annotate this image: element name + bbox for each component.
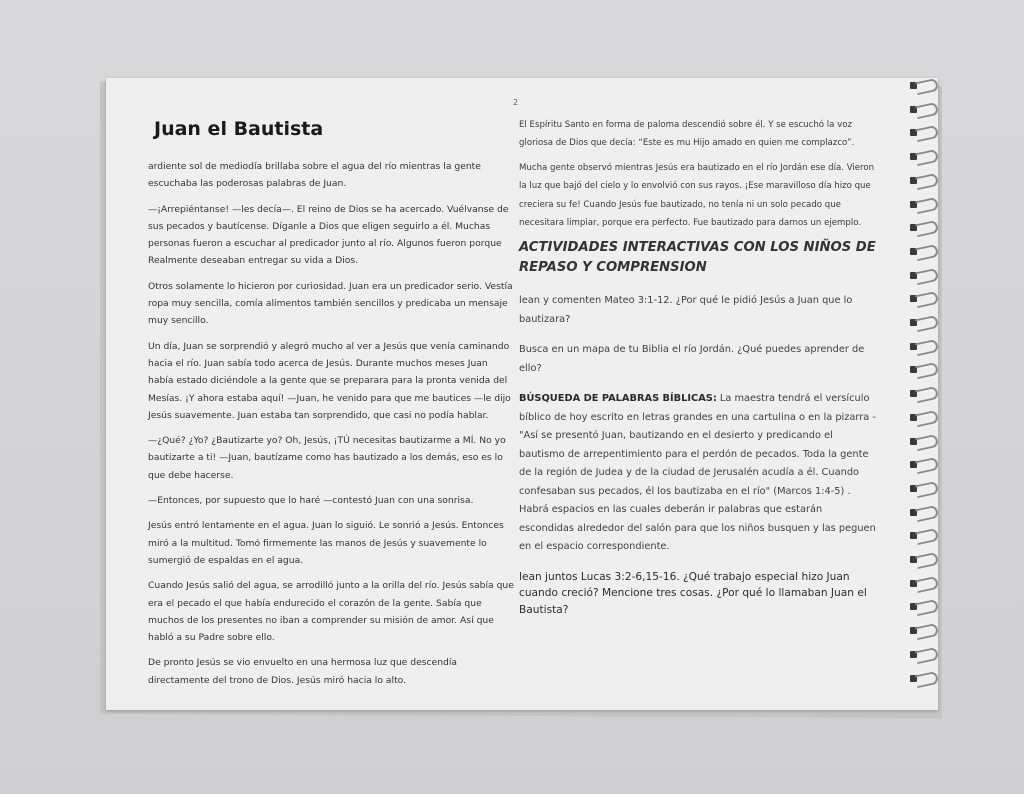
spiral-ring (910, 199, 936, 209)
spiral-ring (910, 554, 936, 564)
story-paragraph: —Entonces, por supuesto que lo haré —contestó Juan con una sonrisa. (148, 495, 474, 507)
spiral-ring (910, 364, 936, 374)
right-column (519, 116, 879, 618)
activity-item: lean y comenten Mateo 3:1-12. ¿Por qué le pidió Jesús a Juan que lo bautizara? (519, 295, 853, 325)
story-paragraph: Otros solamente lo hicieron por curiosidad. Juan era un predicador serio. Vestía ropa muy sencilla, comía alimentos también sencillos y predicaba un mensaje muy sencillo. (148, 280, 513, 327)
spiral-ring (910, 80, 936, 90)
spiral-ring (910, 625, 936, 635)
left-column (148, 118, 514, 697)
word-search-activity (519, 390, 879, 557)
story-paragraph: De pronto Jesús se vio envuelto en una hermosa luz que descendía directamente del trono de Dios. Jesús miró hacia lo alto. (148, 657, 458, 686)
word-search-label: BÚSQUEDA DE PALABRAS BÍBLICAS: (519, 393, 717, 405)
spiral-ring (910, 601, 936, 611)
spiral-ring (910, 341, 936, 351)
spiral-ring (910, 127, 936, 137)
story-paragraph: El Espíritu Santo en forma de paloma descendió sobre él. Y se escuchó la voz gloriosa de Dios que decía: “Este es mu Hijo amado en quien me complazco”. (519, 120, 855, 149)
spiral-ring (910, 436, 936, 446)
activities-heading: ACTIVIDADES INTERACTIVAS CON LOS NIÑOS DE REPASO Y COMPRENSION (519, 240, 876, 276)
spiral-ring (910, 104, 936, 114)
story-paragraph: —¿Qué? ¿Yo? ¿Bautizarte yo? Oh, Jesús, ¡TÚ necesitas bautizarme a MÍ. No yo bautizarte a ti! —Juan, bautízame como has bautizado a los demás, eso es lo que debe hacerse. (148, 435, 506, 481)
spiral-ring (910, 649, 936, 659)
spiral-ring (910, 293, 936, 303)
page-number: 2 (513, 98, 519, 107)
spiral-ring (910, 388, 936, 398)
story-paragraph: Cuando Jesús salió del agua, se arrodilló junto a la orilla del río. Jesús sabía que era el pecado el que había endurecido el corazón de la gente. Sabía que muchos de los presentes no iban a comprender su misión de amor. Así que habló a su Padre sobre ello. (148, 580, 514, 644)
spiral-ring (910, 412, 936, 422)
booklet-page (106, 78, 938, 710)
spiral-ring (910, 222, 936, 232)
spiral-ring (910, 530, 936, 540)
word-search-text: La maestra tendrá el versículo bíblico de hoy escrito en letras grandes en una cartulina o en la pizarra - "Así se presentó Juan, bautizando en el desierto y predicando el bautismo de arrepentimiento para el perdón de pecados. Toda la gente de la región de Judea y de la ciudad de Jerusalén acudía a él. Cuando confesaban sus pecados, él los bautizaba en el río" (Marcos 1:4-5) . Habrá espacios en las cuales deberán ir palabras que estarán escondidas alrededor del salón para que los niños busquen y las peguen en el espacio correspondiente. (519, 393, 876, 553)
spiral-ring (910, 317, 936, 327)
story-paragraph: ardiente sol de mediodía brillaba sobre el agua del río mientras la gente escuchaba las poderosas palabras de Juan. (148, 161, 481, 190)
spiral-ring (910, 578, 936, 588)
spiral-ring (910, 246, 936, 256)
story-paragraph: —¡Arrepiéntanse! —les decía—. El reino de Dios se ha acercado. Vuélvanse de sus pecados y bautícense. Díganle a Dios que eligen seguirlo a él. Muchas personas fueron a escuchar al predicador junto al río. Algunos fueron porque Realmente deseaban entregar su vida a Dios. (148, 203, 509, 267)
activity-item: Busca en un mapa de tu Biblia el río Jordán. ¿Qué puedes aprender de ello? (519, 344, 865, 374)
story-paragraph: Un día, Juan se sorprendió y alegró mucho al ver a Jesús que venía caminando hacia el río. Juan sabía todo acerca de Jesús. Durante muchos meses Juan había estado diciéndole a la gente que se preparara para la pronta venida del Mesías. ¡Y ahora estaba aquí! —Juan, he venido para que me bautices —le dijo Jesús suavemente. Juan estaba tan sorprendido, que casi no podía hablar. (148, 340, 511, 421)
spiral-binding (904, 80, 944, 700)
spiral-ring (910, 507, 936, 517)
final-activity: lean juntos Lucas 3:2-6,15-16. ¿Qué trabajo especial hizo Juan cuando creció? Mencione tres cosas. ¿Por qué lo llamaban Juan el Bautista? (519, 570, 867, 616)
spiral-ring (910, 483, 936, 493)
spiral-ring (910, 673, 936, 683)
spiral-ring (910, 175, 936, 185)
spiral-ring (910, 270, 936, 280)
spiral-ring (910, 151, 936, 161)
story-paragraph: Mucha gente observó mientras Jesús era bautizado en el río Jordán ese día. Vieron la luz que bajó del cielo y lo envolvió con sus rayos. ¡Ese maravilloso día hizo que creciera su fe! Cuando Jesús fue bautizado, no tenía ni un solo pecado que necesitara limpiar, porque era perfecto. Fue bautizado para darnos un ejemplo. (519, 162, 875, 229)
spiral-ring (910, 459, 936, 469)
page-title: Juan el Bautista (154, 118, 324, 140)
story-paragraph: Jesús entró lentamente en el agua. Juan lo siguió. Le sonrió a Jesús. Entonces miró a la multitud. Tomó firmemente las manos de Jesús y suavemente lo sumergió de espaldas en el agua. (148, 520, 504, 566)
